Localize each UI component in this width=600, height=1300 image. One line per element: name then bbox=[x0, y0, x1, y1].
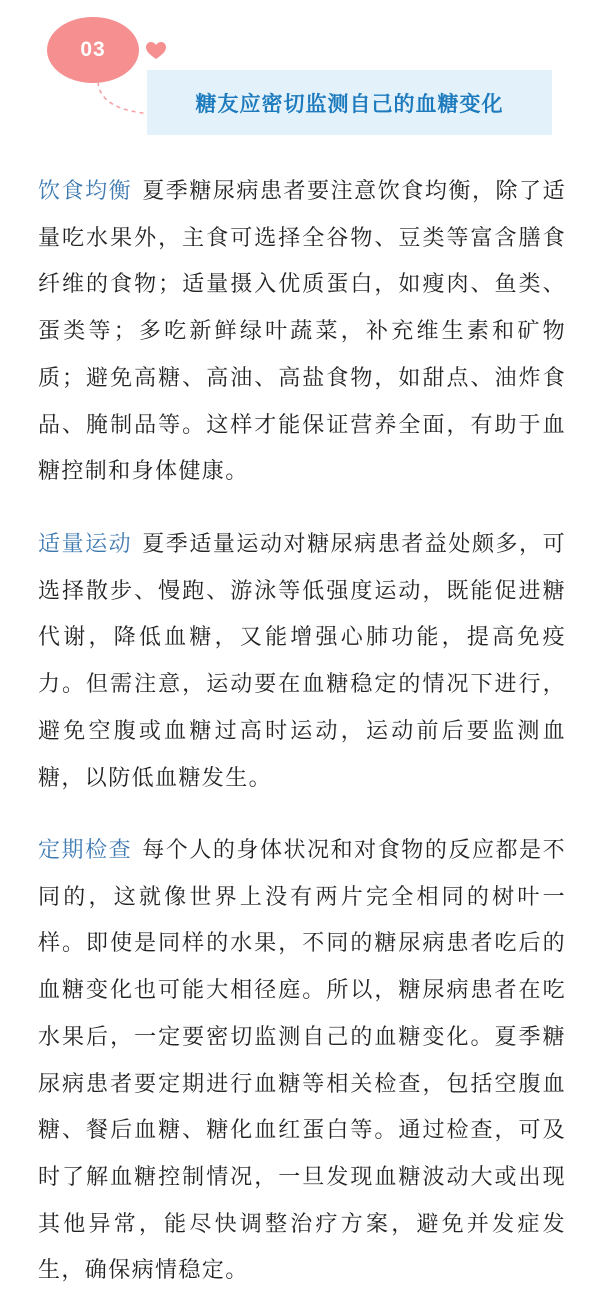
paragraph-body-diet: 夏季糖尿病患者要注意饮食均衡，除了适量吃水果外，主食可选择全谷物、豆类等富含膳食纤维的食物；适量摄入优质蛋白，如瘦肉、鱼类、蛋类等；多吃新鲜绿叶蔬菜，补充维生素和矿物质；避免高糖、高油、高盐食物，如甜点、油炸食品、腌制品等。这样才能保证营养全面，有助于血糖控制和身体健康。 bbox=[38, 179, 567, 485]
paragraph-body-checkup: 每个人的身体状况和对食物的反应都是不同的，这就像世界上没有两片完全相同的树叶一样。即使是同样的水果，不同的糖尿病患者吃后的血糖变化也可能大相径庭。所以，糖尿病患者在吃水果后，一定要密切监测自己的血糖变化。夏季糖尿病患者要定期进行血糖等相关检查，包括空腹血糖、餐后血糖、糖化血红蛋白等。通过检查，可及时了解血糖控制情况，一旦发现血糖波动大或出现其他异常，能尽快调整治疗方案，避免并发症发生，确保病情稳定。 bbox=[38, 838, 567, 1284]
paragraph-diet bbox=[38, 169, 566, 496]
paragraph-title-exercise: 适量运动 bbox=[38, 532, 133, 557]
section-number-badge bbox=[47, 17, 139, 83]
heart-icon bbox=[146, 42, 166, 60]
paragraph-title-checkup: 定期检查 bbox=[38, 838, 133, 863]
paragraph-body-exercise: 夏季适量运动对糖尿病患者益处颇多，可选择散步、慢跑、游泳等低强度运动，既能促进糖代谢，降低血糖，又能增强心肺功能，提高免疫力。但需注意，运动要在血糖稳定的情况下进行，避免空腹或血糖过高时运动，运动前后要监测血糖，以防低血糖发生。 bbox=[38, 532, 567, 791]
paragraph-title-diet: 饮食均衡 bbox=[38, 179, 133, 204]
section-header bbox=[0, 0, 600, 160]
paragraph-exercise bbox=[38, 522, 566, 802]
section-title: 糖友应密切监测自己的血糖变化 bbox=[195, 91, 504, 116]
section-title-box bbox=[147, 70, 552, 135]
paragraph-checkup bbox=[38, 828, 566, 1295]
section-number: 03 bbox=[80, 38, 106, 61]
